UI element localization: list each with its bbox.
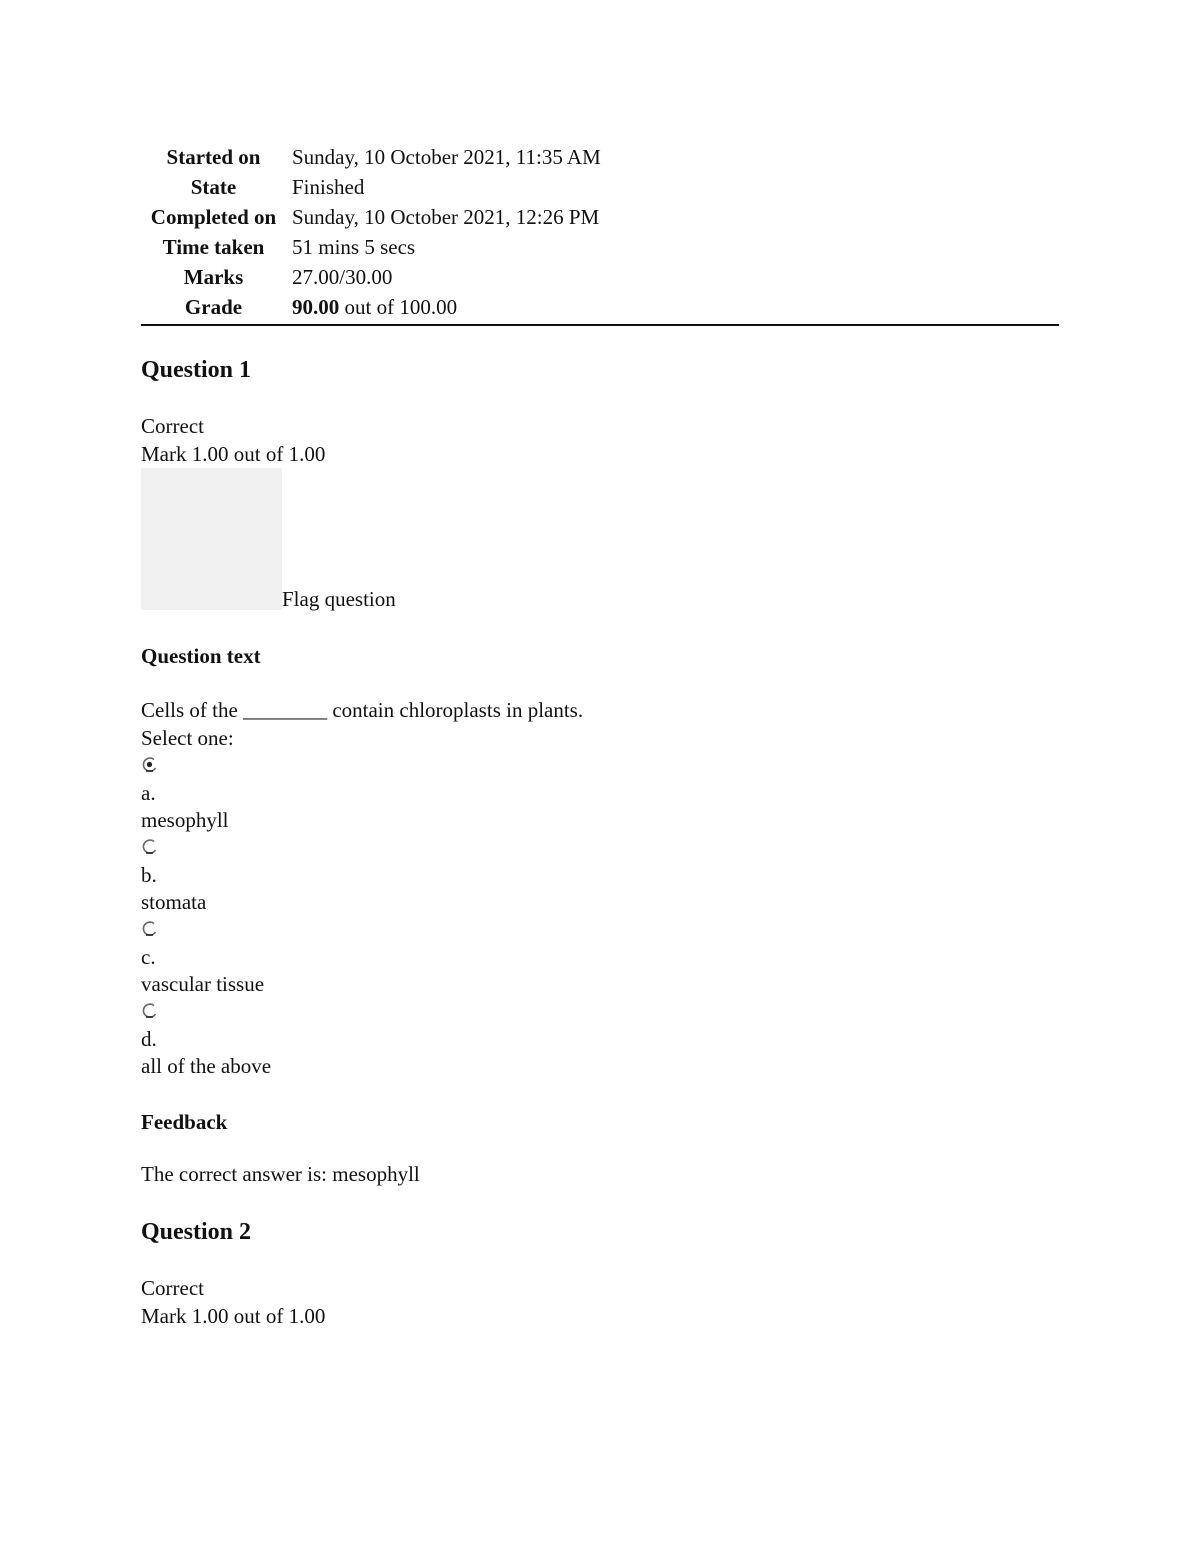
feedback-label: Feedback (141, 1110, 228, 1134)
summary-row-completed (141, 202, 1059, 232)
answer-option-a[interactable] (141, 756, 1059, 834)
question-heading: Question 1 (141, 357, 252, 383)
radio-unselected-icon[interactable] (141, 838, 159, 856)
radio-unselected-icon[interactable] (141, 920, 159, 938)
summary-value: Sunday, 10 October 2021, 12:26 PM (292, 204, 600, 229)
select-one-label: Select one: (141, 726, 234, 750)
attempt-summary-table (141, 142, 1059, 326)
quiz-review-page (141, 142, 1059, 1330)
grade-suffix: out of 100.00 (339, 294, 458, 319)
summary-label: Time taken (162, 234, 265, 259)
summary-label: Grade (184, 294, 243, 319)
option-letter: b. (141, 863, 157, 887)
summary-label: Marks (183, 264, 244, 289)
option-text[interactable]: vascular tissue (141, 972, 265, 996)
answer-option-b[interactable] (141, 838, 1059, 916)
grade-score: 90.00 (292, 294, 340, 319)
summary-row-marks (141, 262, 1059, 292)
summary-row-time-taken (141, 232, 1059, 262)
option-text[interactable]: mesophyll (141, 808, 229, 832)
answer-option-d[interactable] (141, 1002, 1059, 1080)
summary-value: 51 mins 5 secs (292, 234, 416, 259)
summary-label: Started on (166, 144, 261, 169)
answer-options (141, 756, 1059, 1080)
answer-option-c[interactable] (141, 920, 1059, 998)
summary-value: 27.00/30.00 (292, 264, 393, 289)
summary-row-started (141, 142, 1059, 172)
option-letter: c. (141, 945, 156, 969)
option-text[interactable]: all of the above (141, 1054, 272, 1078)
radio-unselected-icon[interactable] (141, 1002, 159, 1020)
summary-row-grade (141, 292, 1059, 325)
question-text-label: Question text (141, 644, 261, 668)
option-letter: d. (141, 1027, 157, 1051)
question-status: Correct (141, 414, 204, 438)
question-heading: Question 2 (141, 1219, 252, 1245)
feedback-text: The correct answer is: mesophyll (141, 1162, 420, 1186)
question-mark: Mark 1.00 out of 1.00 (141, 1304, 326, 1328)
radio-selected-icon[interactable] (141, 756, 159, 774)
flag-question-label[interactable]: Flag question (282, 587, 396, 611)
summary-label: State (190, 174, 237, 199)
summary-value (290, 292, 1059, 325)
summary-label: Completed on (150, 204, 277, 229)
question-status: Correct (141, 1276, 204, 1300)
option-letter: a. (141, 781, 156, 805)
option-text[interactable]: stomata (141, 890, 207, 914)
question-mark: Mark 1.00 out of 1.00 (141, 442, 326, 466)
summary-value: Sunday, 10 October 2021, 11:35 AM (292, 144, 601, 169)
flag-icon[interactable] (141, 468, 282, 610)
question-block-2 (141, 1218, 1059, 1330)
flag-question-control[interactable] (141, 468, 1059, 610)
question-text: Cells of the ________ contain chloroplasts in plants. (141, 698, 584, 722)
summary-value: Finished (292, 174, 365, 199)
summary-row-state (141, 172, 1059, 202)
question-block-1 (141, 356, 1059, 1188)
